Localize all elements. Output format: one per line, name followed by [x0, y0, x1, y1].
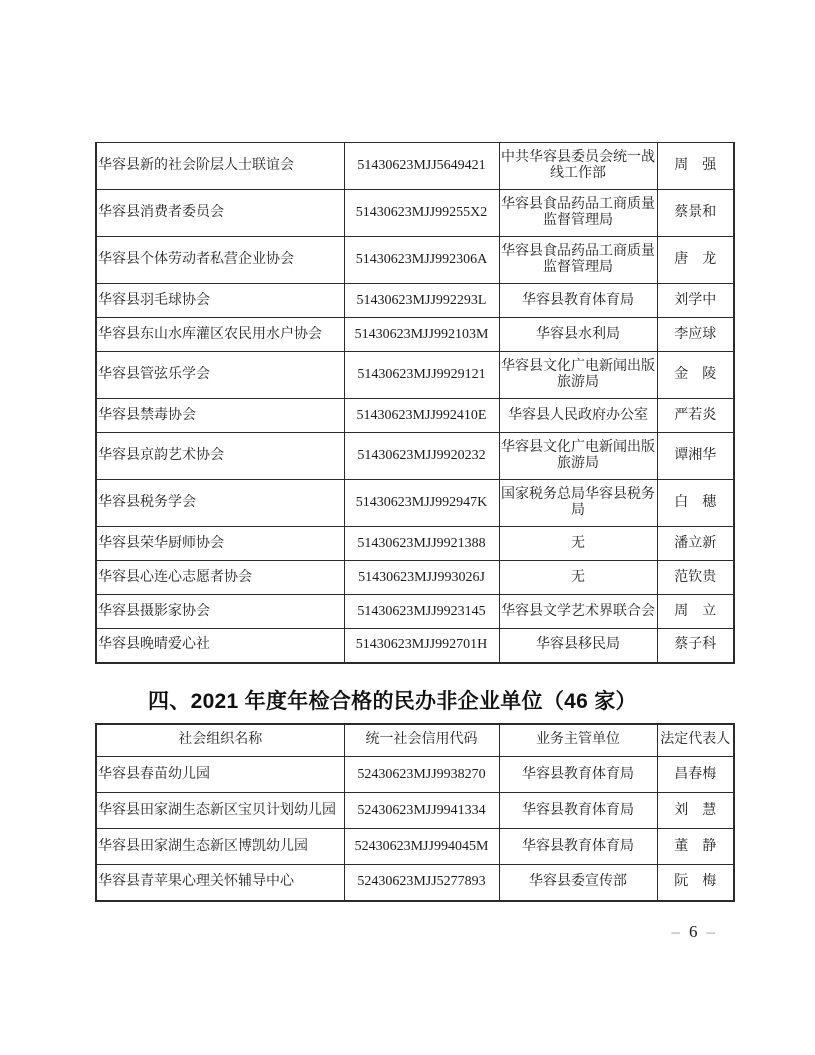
org-name-cell: 华容县晚晴爱心社: [96, 629, 344, 663]
supervising-unit-cell: 华容县文化广电新闻出版旅游局: [499, 352, 657, 399]
credit-code-cell: 51430623MJJ992103M: [344, 318, 499, 352]
supervising-unit-cell: 华容县移民局: [499, 629, 657, 663]
page-number-value: 6: [689, 922, 698, 941]
table-header-row: [96, 724, 734, 757]
table-row: [96, 399, 734, 433]
credit-code-cell: 51430623MJJ5649421: [344, 143, 499, 190]
legal-representative-cell: 董 静: [657, 829, 734, 865]
table-row: [96, 829, 734, 865]
credit-code-cell: 51430623MJJ992293L: [344, 284, 499, 318]
table-row: [96, 318, 734, 352]
table-row: [96, 284, 734, 318]
credit-code-cell: 51430623MJJ992947K: [344, 480, 499, 527]
legal-representative-cell: 周 立: [657, 595, 734, 629]
org-name-cell: 华容县管弦乐学会: [96, 352, 344, 399]
page-number-dash-left: –: [671, 922, 680, 941]
col-header-legal-representative: 法定代表人: [657, 724, 734, 757]
supervising-unit-cell: 华容县委宣传部: [499, 865, 657, 901]
legal-representative-cell: 李应球: [657, 318, 734, 352]
table-row: [96, 143, 734, 190]
table-row: [96, 793, 734, 829]
legal-representative-cell: 白 穗: [657, 480, 734, 527]
legal-representative-cell: 蔡景和: [657, 190, 734, 237]
supervising-unit-cell: 华容县水利局: [499, 318, 657, 352]
legal-representative-cell: 潘立新: [657, 527, 734, 561]
org-name-cell: 华容县个体劳动者私营企业协会: [96, 237, 344, 284]
supervising-unit-cell: 华容县文化广电新闻出版旅游局: [499, 433, 657, 480]
table-row: [96, 480, 734, 527]
supervising-unit-cell: 华容县文学艺术界联合会: [499, 595, 657, 629]
org-name-cell: 华容县税务学会: [96, 480, 344, 527]
credit-code-cell: 51430623MJJ992701H: [344, 629, 499, 663]
legal-representative-cell: 金 陵: [657, 352, 734, 399]
nonprofits-table: [95, 723, 735, 902]
legal-representative-cell: 唐 龙: [657, 237, 734, 284]
table-row: [96, 527, 734, 561]
page-number-dash-right: –: [706, 922, 715, 941]
credit-code-cell: 51430623MJJ9929121: [344, 352, 499, 399]
credit-code-cell: 52430623MJJ994045M: [344, 829, 499, 865]
table-row: [96, 561, 734, 595]
org-name-cell: 华容县青苹果心理关怀辅导中心: [96, 865, 344, 901]
org-name-cell: 华容县禁毒协会: [96, 399, 344, 433]
table-row: [96, 352, 734, 399]
org-name-cell: 华容县心连心志愿者协会: [96, 561, 344, 595]
col-header-supervising-unit: 业务主管单位: [499, 724, 657, 757]
credit-code-cell: 51430623MJJ9923145: [344, 595, 499, 629]
org-name-cell: 华容县荣华厨师协会: [96, 527, 344, 561]
legal-representative-cell: 刘 慧: [657, 793, 734, 829]
org-name-cell: 华容县羽毛球协会: [96, 284, 344, 318]
table-row: [96, 190, 734, 237]
section-title: 四、2021 年度年检合格的民办非企业单位（46 家）: [148, 689, 637, 713]
org-name-cell: 华容县田家湖生态新区博凯幼儿园: [96, 829, 344, 865]
supervising-unit-cell: 无: [499, 527, 657, 561]
org-name-cell: 华容县田家湖生态新区宝贝计划幼儿园: [96, 793, 344, 829]
credit-code-cell: 52430623MJJ5277893: [344, 865, 499, 901]
org-name-cell: 华容县春苗幼儿园: [96, 757, 344, 793]
legal-representative-cell: 范钦贵: [657, 561, 734, 595]
supervising-unit-cell: 华容县教育体育局: [499, 829, 657, 865]
supervising-unit-cell: 华容县食品药品工商质量监督管理局: [499, 237, 657, 284]
supervising-unit-cell: 华容县教育体育局: [499, 284, 657, 318]
table-row: [96, 237, 734, 284]
legal-representative-cell: 昌春梅: [657, 757, 734, 793]
col-header-org-name: 社会组织名称: [96, 724, 344, 757]
legal-representative-cell: 严若炎: [657, 399, 734, 433]
credit-code-cell: 52430623MJJ9938270: [344, 757, 499, 793]
credit-code-cell: 52430623MJJ9941334: [344, 793, 499, 829]
credit-code-cell: 51430623MJJ992306A: [344, 237, 499, 284]
credit-code-cell: 51430623MJJ992410E: [344, 399, 499, 433]
legal-representative-cell: 刘学中: [657, 284, 734, 318]
credit-code-cell: 51430623MJJ99255X2: [344, 190, 499, 237]
supervising-unit-cell: 华容县教育体育局: [499, 757, 657, 793]
credit-code-cell: 51430623MJJ9921388: [344, 527, 499, 561]
societies-table-continuation: [95, 142, 735, 664]
org-name-cell: 华容县摄影家协会: [96, 595, 344, 629]
page-number: [672, 922, 716, 942]
table-row: [96, 595, 734, 629]
org-name-cell: 华容县消费者委员会: [96, 190, 344, 237]
supervising-unit-cell: 无: [499, 561, 657, 595]
col-header-credit-code: 统一社会信用代码: [344, 724, 499, 757]
credit-code-cell: 51430623MJJ9920232: [344, 433, 499, 480]
legal-representative-cell: 谭湘华: [657, 433, 734, 480]
org-name-cell: 华容县新的社会阶层人士联谊会: [96, 143, 344, 190]
table-row: [96, 629, 734, 663]
table-row: [96, 757, 734, 793]
supervising-unit-cell: 国家税务总局华容县税务局: [499, 480, 657, 527]
supervising-unit-cell: 华容县食品药品工商质量监督管理局: [499, 190, 657, 237]
supervising-unit-cell: 华容县教育体育局: [499, 793, 657, 829]
legal-representative-cell: 周 强: [657, 143, 734, 190]
table-row: [96, 865, 734, 901]
supervising-unit-cell: 中共华容县委员会统一战线工作部: [499, 143, 657, 190]
supervising-unit-cell: 华容县人民政府办公室: [499, 399, 657, 433]
legal-representative-cell: 阮 梅: [657, 865, 734, 901]
org-name-cell: 华容县京韵艺术协会: [96, 433, 344, 480]
table-row: [96, 433, 734, 480]
credit-code-cell: 51430623MJJ993026J: [344, 561, 499, 595]
org-name-cell: 华容县东山水库灌区农民用水户协会: [96, 318, 344, 352]
legal-representative-cell: 蔡子科: [657, 629, 734, 663]
